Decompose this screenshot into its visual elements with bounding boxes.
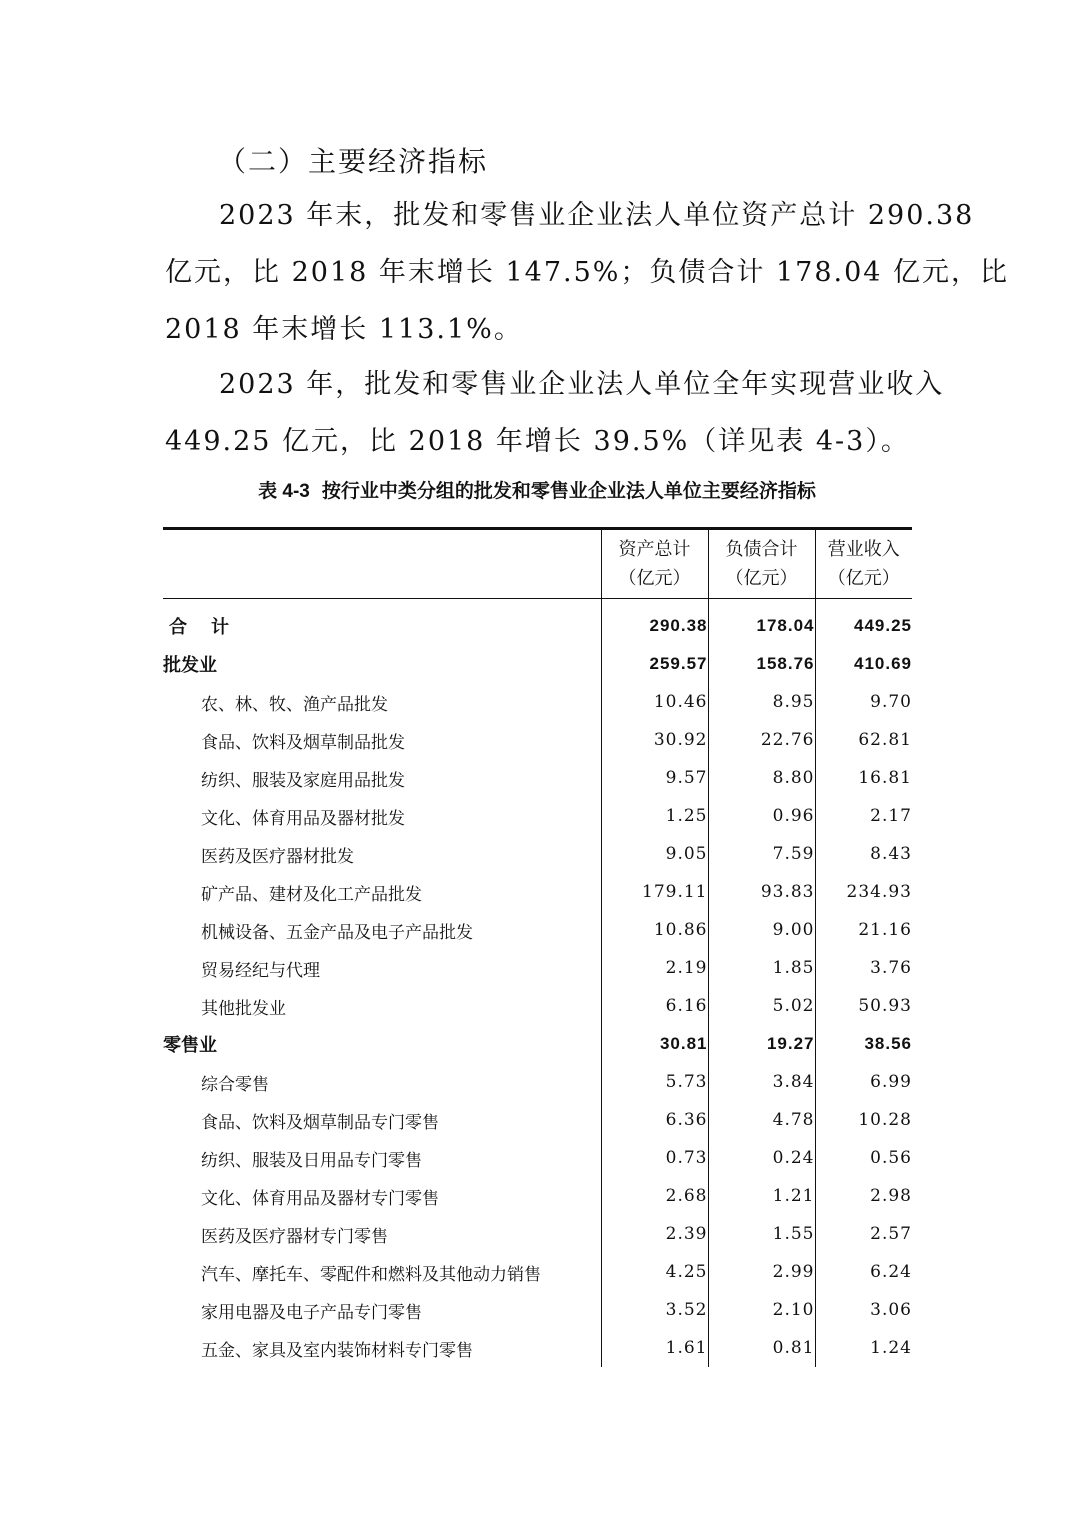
table-row-total (163, 599, 912, 646)
table-caption (0, 476, 1074, 503)
cell-assets: 30.92 (601, 721, 708, 759)
cell-assets: 259.57 (601, 645, 708, 683)
paragraph-line: 2023 年，批发和零售业企业法人单位全年实现营业收入 (219, 369, 945, 400)
cell-liabilities: 9.00 (708, 911, 815, 949)
table-row (163, 987, 912, 1025)
row-name: 食品、饮料及烟草制品批发 (201, 732, 405, 753)
cell-revenue: 0.56 (815, 1139, 912, 1177)
header-unit: （亿元） (827, 568, 900, 588)
cell-assets: 6.16 (601, 987, 708, 1025)
cell-assets: 2.19 (601, 949, 708, 987)
row-name: 纺织、服装及日用品专门零售 (201, 1150, 422, 1171)
table-row (163, 1215, 912, 1253)
cell-assets: 2.39 (601, 1215, 708, 1253)
table-row (163, 873, 912, 911)
paragraph-line: 2023 年末，批发和零售业企业法人单位资产总计 290.38 (219, 200, 975, 231)
cell-assets: 5.73 (601, 1063, 708, 1101)
cell-liabilities: 1.21 (708, 1177, 815, 1215)
cell-revenue: 6.99 (815, 1063, 912, 1101)
table-row-group (163, 1025, 912, 1063)
row-name: 医药及医疗器材专门零售 (201, 1226, 388, 1247)
cell-revenue: 21.16 (815, 911, 912, 949)
cell-liabilities: 93.83 (708, 873, 815, 911)
table-header-row (163, 529, 912, 599)
paragraph-line: 449.25 亿元，比 2018 年增长 39.5%（详见表 4-3）。 (165, 426, 910, 457)
table-row (163, 1253, 912, 1291)
paragraph-line: 2018 年末增长 113.1%。 (165, 314, 523, 345)
row-name: 农、林、牧、渔产品批发 (201, 694, 388, 715)
cell-liabilities: 2.99 (708, 1253, 815, 1291)
header-unit: （亿元） (618, 568, 691, 588)
section-heading: （二）主要经济指标 (218, 145, 489, 178)
row-name: 纺织、服装及家庭用品批发 (201, 770, 405, 791)
paragraph-revenue (165, 356, 945, 470)
row-name: 文化、体育用品及器材批发 (201, 808, 405, 829)
header-label: 资产总计 (618, 539, 691, 559)
row-name: 贸易经纪与代理 (201, 960, 320, 981)
cell-assets: 179.11 (601, 873, 708, 911)
cell-assets: 2.68 (601, 1177, 708, 1215)
cell-revenue: 2.98 (815, 1177, 912, 1215)
cell-assets: 9.57 (601, 759, 708, 797)
table-row (163, 759, 912, 797)
cell-revenue: 38.56 (815, 1025, 912, 1063)
table-row (163, 835, 912, 873)
cell-assets: 30.81 (601, 1025, 708, 1063)
cell-assets: 0.73 (601, 1139, 708, 1177)
paragraph-assets-liabilities (165, 187, 1010, 358)
table-title: 按行业中类分组的批发和零售业企业法人单位主要经济指标 (321, 481, 816, 502)
table-row (163, 1329, 912, 1367)
cell-assets: 10.46 (601, 683, 708, 721)
row-name: 家用电器及电子产品专门零售 (201, 1302, 422, 1323)
row-name: 机械设备、五金产品及电子产品批发 (201, 922, 473, 943)
cell-revenue: 50.93 (815, 987, 912, 1025)
cell-liabilities: 3.84 (708, 1063, 815, 1101)
cell-revenue: 8.43 (815, 835, 912, 873)
table-row (163, 949, 912, 987)
table-number: 表 4-3 (258, 481, 310, 502)
cell-revenue: 3.06 (815, 1291, 912, 1329)
row-name: 批发业 (163, 655, 217, 675)
table-row (163, 1063, 912, 1101)
table-row (163, 721, 912, 759)
header-assets (601, 529, 708, 599)
row-name: 医药及医疗器材批发 (201, 846, 354, 867)
cell-revenue: 6.24 (815, 1253, 912, 1291)
row-name: 五金、家具及室内装饰材料专门零售 (201, 1340, 473, 1361)
cell-liabilities: 1.55 (708, 1215, 815, 1253)
table-row (163, 911, 912, 949)
cell-revenue: 9.70 (815, 683, 912, 721)
cell-assets: 6.36 (601, 1101, 708, 1139)
row-name: 食品、饮料及烟草制品专门零售 (201, 1112, 439, 1133)
cell-revenue: 62.81 (815, 721, 912, 759)
row-name: 零售业 (163, 1035, 217, 1055)
row-name: 合计 (169, 617, 253, 637)
header-liabilities (708, 529, 815, 599)
cell-revenue: 2.57 (815, 1215, 912, 1253)
table-row-group (163, 645, 912, 683)
cell-assets: 3.52 (601, 1291, 708, 1329)
row-name: 文化、体育用品及器材专门零售 (201, 1188, 439, 1209)
economic-indicators-table (163, 527, 912, 1367)
cell-revenue: 3.76 (815, 949, 912, 987)
cell-revenue: 16.81 (815, 759, 912, 797)
header-label: 负债合计 (725, 539, 798, 559)
cell-liabilities: 178.04 (708, 599, 815, 646)
table-row (163, 1101, 912, 1139)
cell-liabilities: 2.10 (708, 1291, 815, 1329)
cell-liabilities: 8.80 (708, 759, 815, 797)
header-label: 营业收入 (827, 539, 900, 559)
table-row (163, 1291, 912, 1329)
row-name: 其他批发业 (201, 998, 286, 1019)
cell-liabilities: 4.78 (708, 1101, 815, 1139)
cell-assets: 9.05 (601, 835, 708, 873)
cell-revenue: 410.69 (815, 645, 912, 683)
cell-liabilities: 22.76 (708, 721, 815, 759)
paragraph-line: 亿元，比 2018 年末增长 147.5%；负债合计 178.04 亿元，比 (165, 257, 1010, 288)
cell-assets: 1.61 (601, 1329, 708, 1367)
header-unit: （亿元） (725, 568, 798, 588)
table-row (163, 683, 912, 721)
table-row (163, 1177, 912, 1215)
table-row (163, 797, 912, 835)
row-name: 矿产品、建材及化工产品批发 (201, 884, 422, 905)
cell-assets: 4.25 (601, 1253, 708, 1291)
header-blank (163, 529, 601, 599)
cell-assets: 10.86 (601, 911, 708, 949)
cell-liabilities: 7.59 (708, 835, 815, 873)
table-row (163, 1139, 912, 1177)
cell-assets: 1.25 (601, 797, 708, 835)
cell-liabilities: 0.96 (708, 797, 815, 835)
cell-liabilities: 8.95 (708, 683, 815, 721)
cell-revenue: 234.93 (815, 873, 912, 911)
cell-revenue: 10.28 (815, 1101, 912, 1139)
cell-liabilities: 0.81 (708, 1329, 815, 1367)
cell-liabilities: 19.27 (708, 1025, 815, 1063)
row-name: 汽车、摩托车、零配件和燃料及其他动力销售 (201, 1264, 541, 1285)
cell-revenue: 449.25 (815, 599, 912, 646)
cell-liabilities: 5.02 (708, 987, 815, 1025)
cell-revenue: 2.17 (815, 797, 912, 835)
cell-liabilities: 1.85 (708, 949, 815, 987)
cell-revenue: 1.24 (815, 1329, 912, 1367)
cell-liabilities: 0.24 (708, 1139, 815, 1177)
row-name: 综合零售 (201, 1074, 269, 1095)
cell-assets: 290.38 (601, 599, 708, 646)
cell-liabilities: 158.76 (708, 645, 815, 683)
header-revenue (815, 529, 912, 599)
